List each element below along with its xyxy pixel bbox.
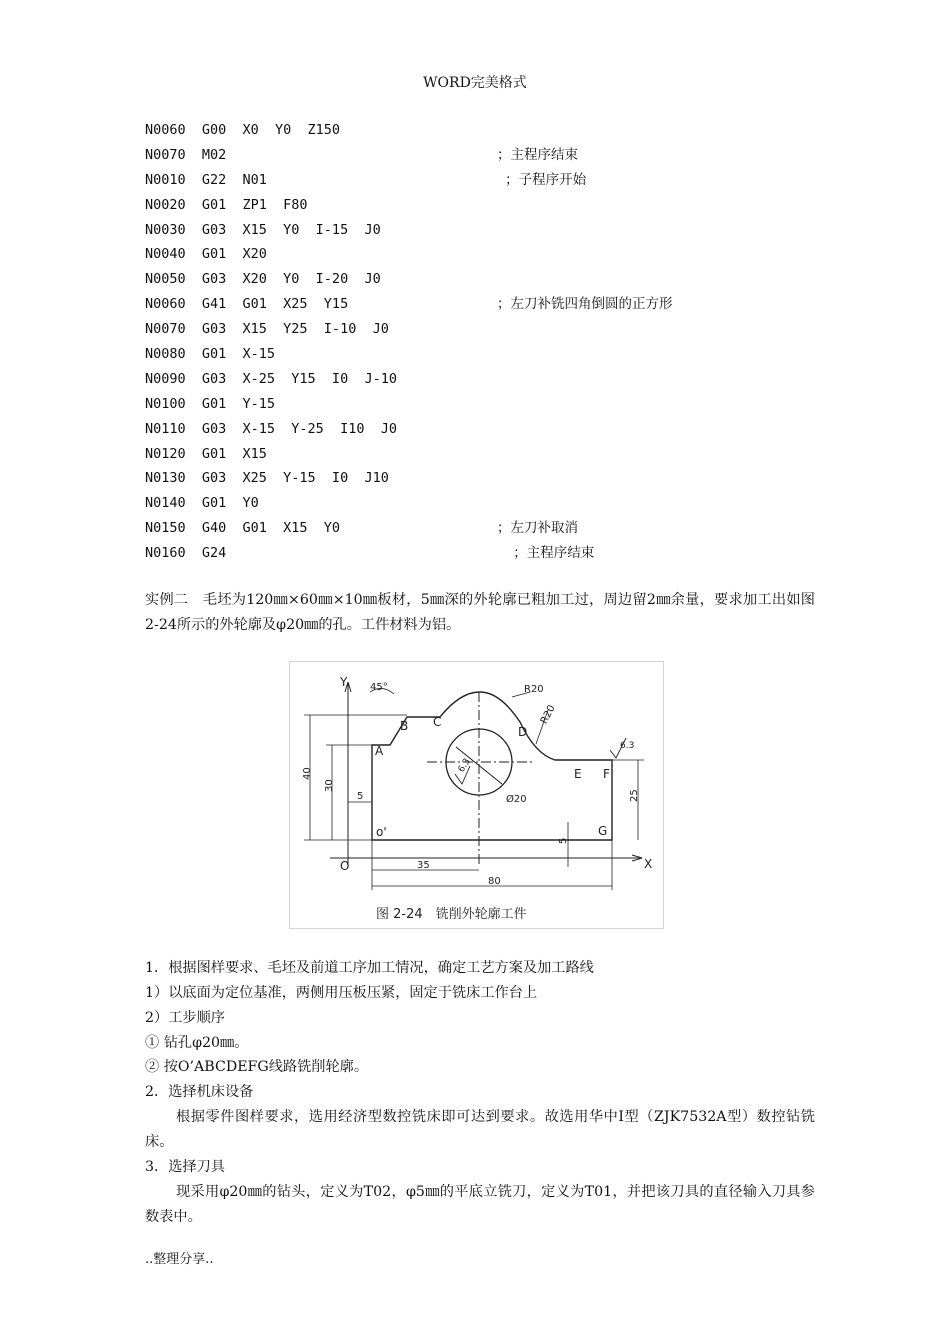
dim-40-label: 40 — [302, 767, 313, 780]
code-line — [145, 367, 397, 392]
code-text: N0080 G01 X-15 — [145, 346, 276, 363]
dim-35-label: 35 — [417, 860, 430, 871]
angle-label: 45° — [370, 682, 388, 693]
section-1-step-1: 1）以底面为定位基准，两侧用压板压紧，固定于铣床工作台上 — [145, 985, 538, 1001]
figure-caption: 图 2-24 铣削外轮廓工件 — [376, 907, 527, 922]
code-text: N0020 G01 ZP1 F80 — [145, 196, 308, 213]
code-line — [145, 491, 397, 516]
code-line — [145, 466, 397, 491]
code-text: N0060 G00 X0 Y0 Z150 — [145, 122, 341, 138]
figure-2-24 — [289, 661, 664, 929]
code-text: N0120 G01 X15 — [145, 445, 267, 462]
dim-25-label: 25 — [629, 789, 640, 802]
code-text: N0070 G03 X15 Y25 I-10 J0 — [145, 321, 389, 338]
section-3-heading: 3．选择刀具 — [145, 1159, 225, 1175]
code-line — [145, 417, 397, 442]
point-a-label: A — [375, 744, 384, 758]
y-axis-label: Y — [340, 675, 348, 689]
point-c-label: C — [433, 715, 442, 729]
code-text: N0030 G03 X15 Y0 I-15 J0 — [145, 221, 381, 238]
nc-code-block — [145, 118, 673, 566]
code-text: N0070 M02 — [145, 146, 227, 163]
point-f-label: F — [603, 767, 610, 781]
page-header: WORD完美格式 — [423, 75, 527, 91]
code-text: N0050 G03 X20 Y0 I-20 J0 — [145, 271, 381, 288]
code-text: N0090 G03 X-25 Y15 I0 J-10 — [145, 370, 397, 387]
tools-paragraph: 现采用φ20㎜的钻头，定义为T02，φ5㎜的平底立铣刀，定义为T01，并把该刀具的直径输入刀具参数表中。 — [145, 1184, 815, 1225]
code-line — [145, 342, 397, 367]
r20-label: R20 — [524, 684, 544, 695]
work-step-1: ① 钻孔φ20㎜。 — [145, 1035, 249, 1051]
code-text: N0150 G40 G01 X15 Y0 — [145, 520, 341, 537]
code-line — [145, 143, 578, 168]
part-outline — [372, 692, 612, 840]
code-line — [145, 392, 397, 417]
code-line — [145, 442, 397, 467]
code-text: N0130 G03 X25 Y-15 I0 J10 — [145, 470, 389, 487]
section-2-heading: 2．选择机床设备 — [145, 1084, 254, 1100]
code-text: N0100 G01 Y-15 — [145, 395, 276, 412]
x-axis-label: X — [644, 857, 653, 871]
dim-5-left-label: 5 — [357, 791, 364, 802]
section-1-step-2: 2）工步顺序 — [145, 1010, 225, 1026]
section-1-heading: 1．根据图样要求、毛坯及前道工序加工情况，确定工艺方案及加工路线 — [145, 960, 594, 976]
o-prime-label: o' — [376, 825, 387, 839]
code-line — [145, 516, 578, 541]
code-line — [145, 317, 397, 342]
code-text: N0010 G22 N01 — [145, 171, 267, 188]
example-2-paragraph: 实例二 毛坯为120㎜×60㎜×10㎜板材，5㎜深的外轮廓已粗加工过，周边留2㎜余量，要求加工出如图2-24所示的外轮廓及φ20㎜的孔。工件材料为铝。 — [145, 592, 815, 633]
code-text: N0160 G24 — [145, 545, 227, 562]
dim-30-label: 30 — [324, 779, 335, 792]
code-text: N0060 G41 G01 X25 Y15 — [145, 296, 349, 313]
code-line — [145, 541, 595, 566]
code-line — [145, 168, 587, 193]
slot-radius-label: R20 — [538, 703, 558, 726]
point-g-label: G — [598, 824, 608, 838]
code-text: N0040 G01 X20 — [145, 246, 267, 263]
work-step-2: ② 按O’ABCDEFG线路铣削轮廓。 — [145, 1059, 369, 1075]
code-comment: ；主程序结束 — [497, 545, 595, 562]
code-line — [145, 218, 397, 243]
code-comment: ；主程序结束 — [497, 146, 578, 163]
point-e-label: E — [574, 767, 582, 781]
page-footer: ..整理分享.. — [145, 1252, 214, 1267]
code-line — [145, 292, 673, 317]
phi20-label: Ø20 — [506, 794, 527, 805]
code-line — [145, 242, 397, 267]
code-text: N0110 G03 X-15 Y-25 I10 J0 — [145, 420, 397, 437]
code-comment: ；子程序开始 — [497, 171, 587, 188]
dim-80-label: 80 — [488, 876, 501, 887]
origin-label: O — [340, 859, 350, 873]
code-line — [145, 118, 397, 143]
code-text: N0140 G01 Y0 — [145, 495, 259, 512]
code-comment: ；左刀补铣四角倒圆的正方形 — [497, 296, 673, 313]
point-d-label: D — [518, 725, 528, 739]
part-drawing — [290, 662, 663, 928]
code-comment: ；左刀补取消 — [497, 520, 578, 537]
code-line — [145, 267, 397, 292]
dim-5-bottom-label: 5 — [558, 837, 569, 844]
machine-paragraph: 根据零件图样要求，选用经济型数控铣床即可达到要求。故选用华中Ⅰ型（ZJK7532A型）数控钻铣床。 — [145, 1109, 815, 1150]
code-line — [145, 193, 397, 218]
roughness-value-hole: 6.3 — [456, 756, 473, 775]
roughness-value: 6.3 — [620, 741, 635, 751]
point-b-label: B — [400, 719, 409, 733]
